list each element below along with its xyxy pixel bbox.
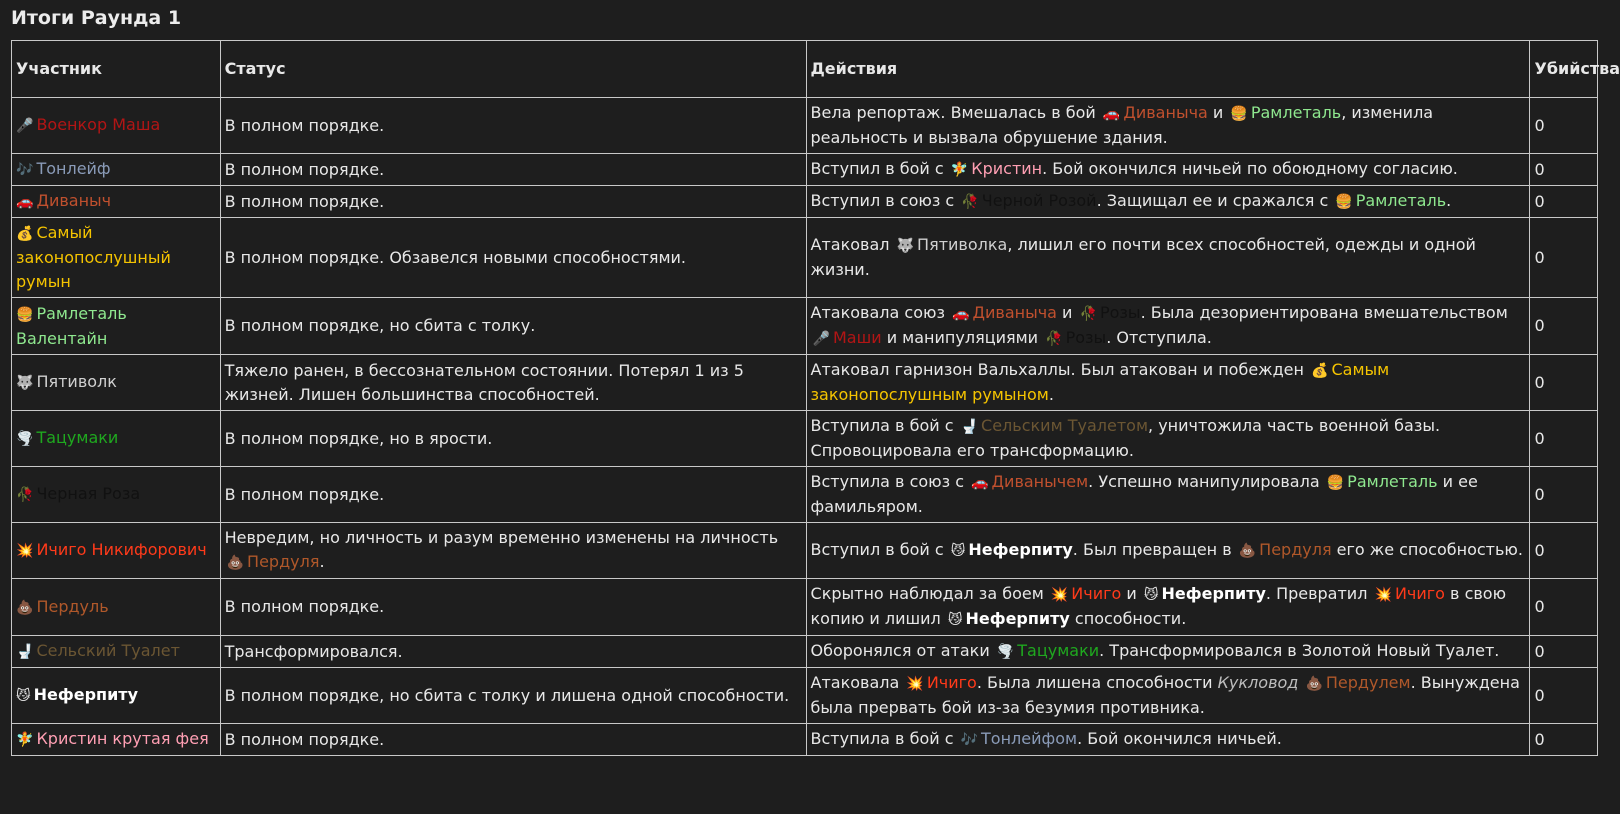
participant-cell bbox=[12, 467, 221, 523]
participant-cell bbox=[12, 98, 221, 154]
text-segment: В полном порядке. bbox=[224, 115, 385, 135]
explosion-icon: 💥 bbox=[906, 676, 924, 692]
text-segment: и bbox=[1121, 584, 1142, 603]
text-segment: В полном порядке. bbox=[224, 729, 385, 749]
cat-icon: 😼 bbox=[1143, 587, 1159, 603]
character-mention: Диваныча bbox=[1123, 103, 1208, 122]
actions-cell bbox=[806, 98, 1530, 154]
character-mention: Маши bbox=[832, 328, 882, 347]
page-title: Итоги Раунда 1 bbox=[11, 7, 182, 29]
text-segment: В полном порядке. bbox=[224, 484, 385, 504]
participant-name: Сельский Туалет bbox=[36, 641, 180, 660]
participant-name: Самый законопослушный румын bbox=[16, 223, 171, 291]
table-row bbox=[12, 523, 1598, 579]
participant-name: Тонлейф bbox=[36, 159, 111, 178]
tornado-icon: 🌪️ bbox=[16, 431, 34, 447]
text-segment: , изменила реальность и вызвала обрушение здания. bbox=[810, 103, 1434, 147]
text-segment: . Бой окончился ничьей. bbox=[1077, 729, 1282, 748]
microphone-icon: 🎤 bbox=[812, 331, 830, 347]
text-segment: Тяжело ранен, в бессознательном состоянии. Потерял 1 из 5 жизней. Лишен большинства способностей. bbox=[224, 360, 744, 404]
character-mention: Ичиго bbox=[1071, 584, 1122, 603]
car-icon: 🚗 bbox=[952, 306, 970, 322]
poop-icon: 💩 bbox=[1305, 676, 1323, 692]
kills-cell: 0 bbox=[1530, 579, 1598, 636]
status-cell bbox=[220, 579, 806, 636]
header-participant: Участник bbox=[12, 41, 221, 98]
text-segment: В полном порядке. bbox=[224, 597, 385, 616]
explosion-icon: 💥 bbox=[16, 543, 34, 559]
kills-cell: 0 bbox=[1530, 411, 1598, 467]
text-segment: в свою копию и лишил bbox=[810, 584, 1507, 628]
character-mention: Рамлеталь bbox=[1250, 103, 1342, 122]
text-segment: . bbox=[1048, 385, 1054, 404]
text-segment: его же способностью. bbox=[1331, 540, 1523, 559]
participant-name: Военкор Маша bbox=[36, 115, 161, 134]
text-segment: В полном порядке, но сбита с толку. bbox=[224, 316, 536, 335]
participant-cell bbox=[12, 355, 221, 411]
round-results-table bbox=[11, 40, 1620, 756]
text-segment: . Была дезориентирована вмешательством bbox=[1140, 303, 1508, 322]
participant-cell bbox=[12, 724, 221, 756]
text-segment: . Был превращен в bbox=[1072, 540, 1237, 559]
text-segment: . Успешно манипулировала bbox=[1088, 472, 1325, 491]
car-icon: 🚗 bbox=[971, 475, 989, 491]
actions-cell bbox=[806, 724, 1530, 756]
table-header-row bbox=[12, 41, 1598, 98]
actions-cell bbox=[806, 411, 1530, 467]
header-actions: Действия bbox=[806, 41, 1530, 98]
text-segment: Атаковала союз bbox=[810, 303, 951, 322]
header-kills: Убийства bbox=[1530, 41, 1598, 98]
table-row bbox=[12, 668, 1598, 724]
kills-cell: 0 bbox=[1530, 98, 1598, 154]
participant-cell bbox=[12, 218, 221, 298]
text-segment: . Защищал ее и сражался с bbox=[1096, 191, 1334, 210]
actions-cell bbox=[806, 154, 1530, 186]
wolf-icon: 🐺 bbox=[896, 238, 915, 254]
text-segment: . Была лишена способности bbox=[976, 673, 1218, 692]
character-mention: Самым законопослушным румыном bbox=[810, 360, 1390, 404]
status-cell bbox=[220, 467, 806, 523]
toilet-icon: 🚽 bbox=[16, 644, 34, 660]
participant-name: Тацумаки bbox=[36, 428, 119, 447]
kills-cell: 0 bbox=[1530, 298, 1598, 355]
character-mention: Розы bbox=[1065, 328, 1107, 347]
character-mention: Тонлейфом bbox=[981, 729, 1078, 748]
poop-icon: 💩 bbox=[226, 555, 245, 571]
text-segment: В полном порядке, но сбита с толку и лишена одной способности. bbox=[224, 685, 790, 705]
text-segment: Скрытно наблюдал за боем bbox=[810, 584, 1049, 603]
burger-icon: 🍔 bbox=[1230, 106, 1248, 122]
status-cell bbox=[220, 98, 806, 154]
wilted-rose-icon: 🥀 bbox=[1045, 331, 1063, 347]
burger-icon: 🍔 bbox=[1335, 194, 1353, 210]
character-mention: Сельским Туалетом bbox=[981, 416, 1149, 435]
table-row bbox=[12, 218, 1598, 298]
participant-cell bbox=[12, 579, 221, 636]
character-mention: Диваныча bbox=[972, 303, 1057, 322]
status-cell bbox=[220, 523, 806, 579]
text-segment: В полном порядке. Обзавелся новыми способностями. bbox=[224, 247, 687, 267]
text-segment: . Трансформировался в Золотой Новый Туалет. bbox=[1099, 641, 1500, 660]
text-segment: и bbox=[1207, 103, 1229, 122]
money-bag-icon: 💰 bbox=[1311, 363, 1329, 379]
wilted-rose-icon: 🥀 bbox=[1079, 306, 1097, 322]
text-segment: Трансформировался. bbox=[224, 641, 403, 661]
participant-name: Черная Роза bbox=[36, 484, 141, 503]
text-segment: Вступил в бой с bbox=[810, 159, 949, 178]
participant-name: Рамлеталь Валентайн bbox=[16, 303, 127, 348]
actions-cell bbox=[806, 298, 1530, 355]
text-segment: Вела репортаж. Вмешалась в бой bbox=[810, 103, 1101, 122]
status-cell bbox=[220, 218, 806, 298]
table-body bbox=[12, 98, 1598, 756]
participant-cell bbox=[12, 298, 221, 355]
text-segment: . bbox=[319, 552, 325, 571]
participant-cell bbox=[12, 186, 221, 218]
text-segment: , лишил его почти всех способностей, одежды и одной жизни. bbox=[810, 235, 1476, 279]
character-mention: Тацумаки bbox=[1017, 641, 1100, 660]
status-cell bbox=[220, 636, 806, 668]
participant-name: Диваныч bbox=[36, 191, 112, 210]
music-notes-icon: 🎶 bbox=[960, 732, 979, 748]
character-mention: Рамлеталь bbox=[1355, 191, 1447, 210]
text-segment: и ее фамильяром. bbox=[810, 472, 1478, 516]
table-row bbox=[12, 298, 1598, 355]
status-cell bbox=[220, 411, 806, 467]
text-segment: Вступила в бой с bbox=[810, 416, 959, 435]
table-row bbox=[12, 579, 1598, 636]
status-cell bbox=[220, 154, 806, 186]
text-segment: Вступила в союз с bbox=[810, 472, 970, 491]
text-segment: . Вынуждена была прервать бой из-за безумия противника. bbox=[810, 673, 1520, 717]
character-mention: Розы bbox=[1099, 303, 1141, 322]
toilet-icon: 🚽 bbox=[960, 419, 979, 435]
actions-cell bbox=[806, 218, 1530, 298]
status-cell bbox=[220, 298, 806, 355]
status-cell bbox=[220, 355, 806, 411]
poop-icon: 💩 bbox=[1238, 543, 1257, 559]
wilted-rose-icon: 🥀 bbox=[961, 194, 979, 210]
text-segment: Атаковал гарнизон Вальхаллы. Был атакован и побежден bbox=[810, 360, 1310, 379]
status-cell bbox=[220, 668, 806, 724]
poop-icon: 💩 bbox=[16, 599, 34, 616]
participant-cell bbox=[12, 154, 221, 186]
character-mention: Ичиго bbox=[926, 673, 977, 692]
participant-cell bbox=[12, 523, 221, 579]
text-segment: и bbox=[1056, 303, 1078, 322]
participant-name: Ичиго Никифорович bbox=[36, 540, 207, 559]
burger-icon: 🍔 bbox=[1326, 475, 1345, 491]
participant-cell bbox=[12, 668, 221, 724]
actions-cell bbox=[806, 186, 1530, 218]
status-cell bbox=[220, 724, 806, 756]
character-mention: Пердуля bbox=[1259, 540, 1332, 559]
character-mention: Неферпиту bbox=[1161, 584, 1266, 603]
table-row bbox=[12, 98, 1598, 154]
character-mention: Пердулем bbox=[1325, 673, 1411, 692]
actions-cell bbox=[806, 579, 1530, 636]
text-segment: Вступил в бой с bbox=[810, 540, 949, 559]
fairy-icon: 🧚 bbox=[16, 732, 34, 748]
text-segment: Вступила в бой с bbox=[810, 729, 959, 748]
tornado-icon: 🌪️ bbox=[996, 644, 1015, 660]
table-row bbox=[12, 467, 1598, 523]
character-mention: Диванычем bbox=[991, 472, 1089, 491]
participant-name: Кристин крутая фея bbox=[36, 729, 209, 748]
kills-cell: 0 bbox=[1530, 668, 1598, 724]
burger-icon: 🍔 bbox=[16, 306, 34, 323]
participant-name: Пятиволк bbox=[36, 372, 117, 391]
character-mention: Пердуля bbox=[247, 552, 320, 571]
header-status: Статус bbox=[220, 41, 806, 98]
wolf-icon: 🐺 bbox=[16, 375, 34, 391]
character-mention: Неферпиту bbox=[968, 540, 1073, 559]
table-row bbox=[12, 186, 1598, 218]
text-segment: Невредим, но личность и разум временно изменены на личность bbox=[224, 528, 779, 547]
participant-cell bbox=[12, 636, 221, 668]
table-row bbox=[12, 355, 1598, 411]
kills-cell: 0 bbox=[1530, 467, 1598, 523]
ability-name: Кукловод bbox=[1217, 673, 1299, 692]
table-row bbox=[12, 724, 1598, 756]
table-row bbox=[12, 154, 1598, 186]
character-mention: Черной Розой bbox=[981, 191, 1097, 210]
text-segment: . Превратил bbox=[1265, 584, 1373, 603]
text-segment: и манипуляциями bbox=[881, 328, 1044, 347]
text-segment: Атаковал bbox=[810, 235, 895, 254]
explosion-icon: 💥 bbox=[1050, 587, 1069, 603]
text-segment: В полном порядке, но в ярости. bbox=[224, 428, 493, 448]
actions-cell bbox=[806, 523, 1530, 579]
kills-cell: 0 bbox=[1530, 186, 1598, 218]
participant-name: Неферпиту bbox=[33, 685, 138, 704]
character-mention: Ичиго bbox=[1394, 584, 1445, 603]
kills-cell: 0 bbox=[1530, 636, 1598, 668]
microphone-icon: 🎤 bbox=[16, 118, 34, 134]
text-segment: . bbox=[1446, 191, 1452, 210]
actions-cell bbox=[806, 636, 1530, 668]
character-mention: Рамлеталь bbox=[1347, 472, 1438, 491]
music-notes-icon: 🎶 bbox=[16, 162, 34, 178]
text-segment: способности. bbox=[1069, 609, 1187, 628]
text-segment: В полном порядке. bbox=[224, 191, 385, 211]
kills-cell: 0 bbox=[1530, 218, 1598, 298]
kills-cell: 0 bbox=[1530, 724, 1598, 756]
text-segment: Оборонялся от атаки bbox=[810, 641, 995, 660]
text-segment: Вступил в союз с bbox=[810, 191, 960, 210]
text-segment: . Бой окончился ничьей по обоюдному согласию. bbox=[1042, 159, 1458, 178]
status-cell bbox=[220, 186, 806, 218]
text-segment: . Отступила. bbox=[1106, 328, 1212, 347]
actions-cell bbox=[806, 467, 1530, 523]
fairy-icon: 🧚 bbox=[950, 162, 969, 178]
participant-cell bbox=[12, 411, 221, 467]
actions-cell bbox=[806, 668, 1530, 724]
text-segment: Атаковала bbox=[810, 673, 905, 692]
car-icon: 🚗 bbox=[16, 194, 34, 210]
explosion-icon: 💥 bbox=[1374, 587, 1392, 603]
character-mention: Неферпиту bbox=[965, 609, 1070, 628]
actions-cell bbox=[806, 355, 1530, 411]
kills-cell: 0 bbox=[1530, 355, 1598, 411]
car-icon: 🚗 bbox=[1102, 106, 1121, 122]
character-mention: Пятиволка bbox=[917, 235, 1008, 254]
cat-icon: 😼 bbox=[16, 688, 31, 704]
table-row bbox=[12, 636, 1598, 668]
cat-icon: 😼 bbox=[950, 543, 966, 559]
text-segment: , уничтожила часть военной базы. Спровоцировала его трансформацию. bbox=[810, 416, 1441, 460]
participant-name: Пердуль bbox=[36, 596, 109, 616]
kills-cell: 0 bbox=[1530, 154, 1598, 186]
character-mention: Кристин bbox=[971, 159, 1043, 178]
money-bag-icon: 💰 bbox=[16, 226, 34, 242]
cat-icon: 😼 bbox=[947, 612, 963, 628]
text-segment: В полном порядке. bbox=[224, 159, 385, 179]
table-row bbox=[12, 411, 1598, 467]
wilted-rose-icon: 🥀 bbox=[16, 487, 34, 503]
kills-cell: 0 bbox=[1530, 523, 1598, 579]
text-segment bbox=[1298, 673, 1303, 692]
